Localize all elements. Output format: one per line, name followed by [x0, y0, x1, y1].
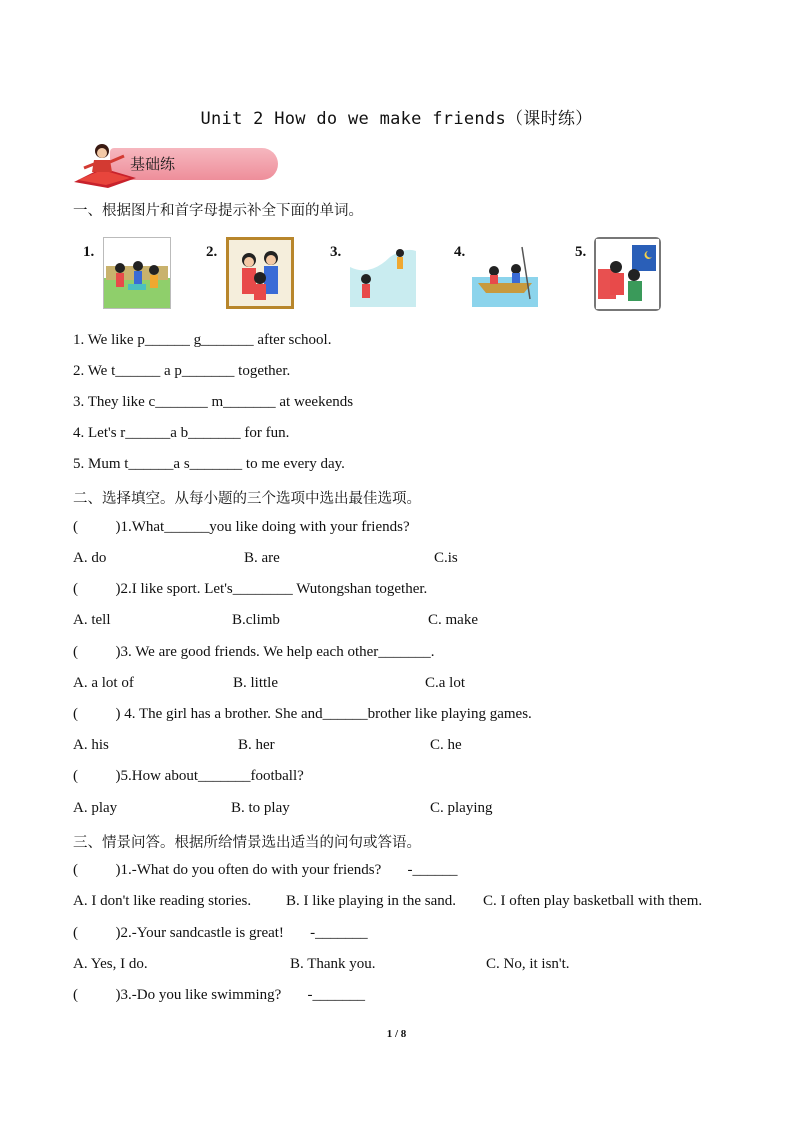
question: ( )3. We are good friends. We help each other_______.: [73, 644, 435, 660]
option-b: B.climb: [232, 612, 280, 628]
section3-heading: 三、情景问答。根据所给情景选出适当的问句或答语。: [73, 835, 421, 851]
option-b: B. are: [244, 550, 280, 566]
page-number: 1 / 8: [386, 1028, 407, 1040]
section2-heading: 二、选择填空。从每小题的三个选项中选出最佳选项。: [73, 491, 421, 507]
picture-number: 4.: [454, 244, 466, 260]
option-b: B. to play: [231, 800, 290, 816]
question: ( )1.What______you like doing with your friends?: [73, 519, 410, 535]
option-a: A. a lot of: [73, 675, 134, 691]
option-b: B. little: [233, 675, 278, 691]
option-a: A. do: [73, 550, 107, 566]
option-a: A. his: [73, 737, 109, 753]
option-a: A. play: [73, 800, 118, 816]
children-climbing-mountain-picture: [350, 237, 416, 307]
question: ( )3.-Do you like swimming? -_______: [73, 987, 366, 1003]
question: ( )2.-Your sandcastle is great! -_______: [73, 925, 368, 941]
children-taking-photo-picture: [226, 237, 294, 309]
option-b: B. her: [238, 737, 275, 753]
option-c: C.is: [434, 550, 458, 566]
question: ( ) 4. The girl has a brother. She and______brother like playing games.: [73, 706, 532, 722]
page-title: Unit 2 How do we make friends（课时练）: [200, 109, 593, 129]
fill-in-item: 5. Mum t______a s_______ to me every day.: [73, 456, 345, 472]
question: ( )5.How about_______football?: [73, 768, 304, 784]
picture-number: 2.: [206, 244, 218, 260]
children-rowing-boat-picture: [472, 237, 538, 307]
question: ( )1.-What do you often do with your friends? -______: [73, 862, 458, 878]
picture-number: 5.: [575, 244, 587, 260]
option-a: A. tell: [73, 612, 111, 628]
option-a: A. I don't like reading stories.: [73, 893, 252, 909]
option-b: B. Thank you.: [290, 956, 376, 972]
section-badge: [72, 138, 212, 188]
fill-in-item: 3. They like c_______ m_______ at weekends: [73, 394, 354, 410]
option-c: C. make: [428, 612, 478, 628]
option-c: C. he: [430, 737, 462, 753]
question: ( )2.I like sport. Let's________ Wutongshan together.: [73, 581, 428, 597]
fill-in-item: 2. We t______ a p_______ together.: [73, 363, 291, 379]
picture-number: 1.: [83, 244, 95, 260]
option-c: C. playing: [430, 800, 493, 816]
fill-in-item: 4. Let's r______a b_______ for fun.: [73, 425, 290, 441]
option-b: B. I like playing in the sand.: [286, 893, 456, 909]
picture-number: 3.: [330, 244, 342, 260]
option-a: A. Yes, I do.: [73, 956, 148, 972]
children-playing-games-picture: [103, 237, 171, 309]
option-c: C. I often play basketball with them.: [483, 893, 703, 909]
option-c: C.a lot: [425, 675, 465, 691]
mum-telling-story-picture: [594, 237, 661, 311]
badge-label: 基础练: [130, 155, 176, 173]
section1-heading: 一、根据图片和首字母提示补全下面的单词。: [73, 203, 363, 219]
option-c: C. No, it isn't.: [486, 956, 570, 972]
fill-in-item: 1. We like p______ g_______ after school.: [73, 332, 332, 348]
